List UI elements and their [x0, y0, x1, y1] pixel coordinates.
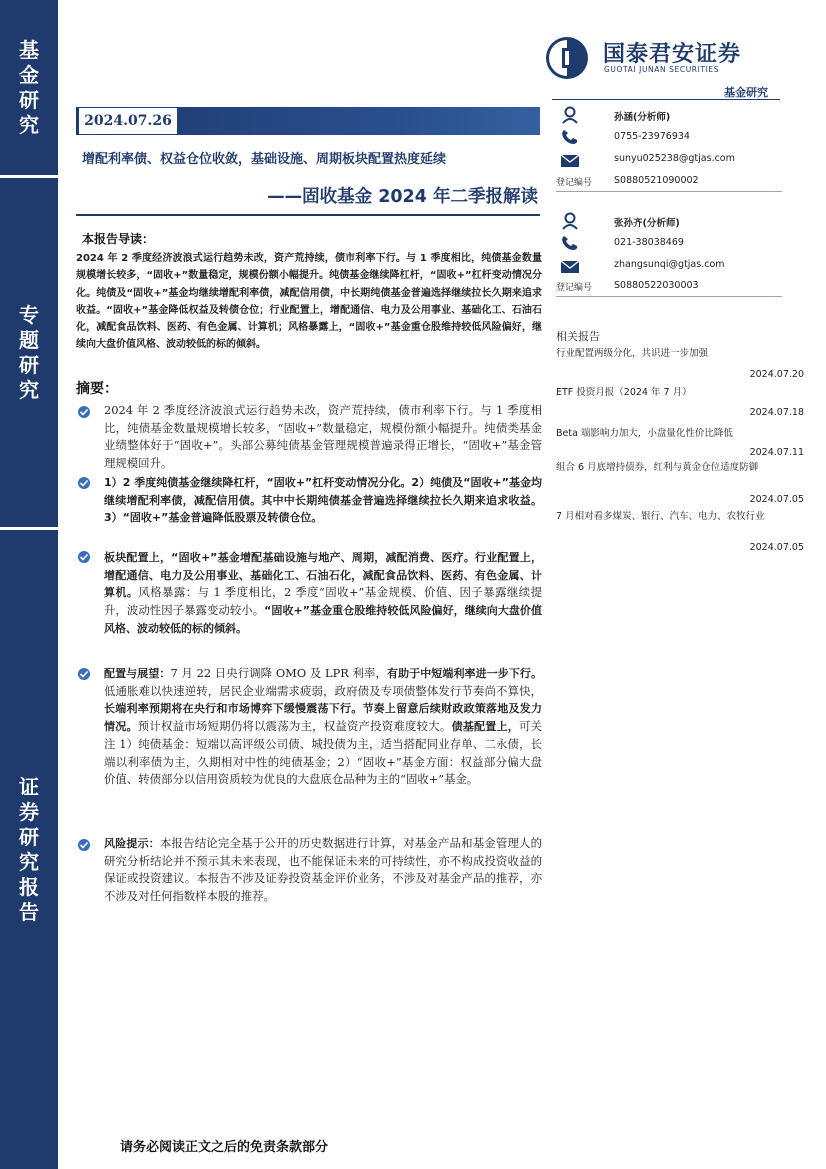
abstract-paragraph-2 [104, 474, 542, 527]
related-item-title[interactable]: ETF 投资月报（2024 年 7 月） [556, 387, 692, 398]
sidebar-char: 报 [19, 874, 39, 899]
sidebar-char: 金 [19, 62, 39, 87]
analyst-email: zhangsunqi@gtjas.com [614, 259, 725, 270]
phone-icon [559, 128, 581, 146]
analyst-card-2 [556, 212, 786, 296]
abstract-heading: 摘要： [76, 381, 118, 397]
header-category: 基金研究 [724, 86, 768, 99]
analyst-reg-label: 登记编号 [556, 178, 593, 188]
sidebar-section-special-research [0, 178, 58, 527]
p4-bold-g: 债基配置上， [451, 720, 519, 734]
abstract-paragraph-5 [104, 835, 542, 906]
p4-bold-c: 有助于中短端利率进一步下行。 [386, 667, 543, 680]
sidebar-char: 题 [19, 327, 39, 352]
analyst-divider [556, 191, 782, 192]
sidebar-char: 究 [19, 112, 39, 137]
analyst-name: 张孙齐(分析师) [614, 218, 680, 229]
sidebar-char: 券 [19, 799, 39, 824]
p3-bold-a: 板块配置上，“固收+”基金增配基础设施与地产、周期，减配消费、医疗。行业配置上，增配通信、电力及公用事业、基础化工、石油石化，减配食品饮料、医药、有色金属、计算机。 [104, 551, 542, 600]
sidebar-char: 研 [19, 352, 39, 377]
related-item-date: 2024.07.18 [749, 407, 804, 418]
p4-bold-e: 长端利率预期将在央行和市场博弈下缓慢震荡下行。节奏上留意后续财政政策落地及发力情况。 [104, 702, 542, 734]
sidebar-char: 告 [19, 899, 39, 924]
related-item-date: 2024.07.11 [749, 447, 804, 458]
sidebar-section-fund-research [0, 0, 58, 175]
related-item-title[interactable]: Beta 端影响力加大，小盘量化性价比降低 [556, 428, 733, 439]
p3-text-b: 风格暴露：与 1 季度相比，2 季度“固收+”基金规模、价值、因子暴露继续提升，波动性因子暴露变动较小。 [104, 585, 542, 618]
abstract-paragraph-3 [104, 549, 542, 638]
related-item-title[interactable]: 组合 6 月底增持债券，红利与黄金仓位适度防御 [556, 462, 759, 473]
analyst-reg-no: S0880522030003 [614, 280, 699, 291]
abstract-paragraph-4 [104, 665, 542, 789]
related-item-title[interactable]: 7 月相对看多煤炭、银行、汽车、电力、农牧行业 [556, 511, 765, 522]
p4-text-d: 低通胀难以快速逆转，居民企业端需求疲弱，政府债及专项债整体发行节奏尚不算快， [104, 683, 542, 698]
person-icon [559, 212, 581, 230]
analyst-divider [556, 296, 782, 297]
bullet-icon [77, 550, 91, 564]
sidebar-char: 研 [19, 87, 39, 112]
p3-bold-c: “固收+”基金重仓股维持较低风险偏好，继续向大盘价值风格、波动较低的标的倾斜。 [104, 604, 542, 635]
guide-text: 2024 年 2 季度经济波浪式运行趋势未改，资产荒持续，债市利率下行。与 1 季度相比，纯债基金数量规模增长较多，“固收+”数量稳定，规模份额小幅提升。纯债基金继续降杠杆，“固收+”杠杆变动情况分化。纯债及“固收+”基金均继续增配利率债，减配信用债，中长期纯债基金普遍选择继续拉长久期来追求收益。“固收+”基金降低权益及转债仓位；行业配置上，增配通信、电力及公用事业、基础化工、石油石化，减配食品饮料、医药、有色金属、计算机；风格暴露上，“固收+”基金重仓股维持较低风险偏好，继续向大盘价值风格、波动较低的标的倾斜。 [76, 253, 542, 351]
title-divider [76, 214, 540, 216]
logo-en: GUOTAI JUNAN SECURITIES [604, 65, 720, 74]
sidebar-char: 基 [19, 37, 39, 62]
bullet-icon [77, 405, 91, 419]
analyst-email: sunyu025238@gtjas.com [614, 153, 735, 164]
report-title: ——固收基金 2024 年二季报解读 [267, 187, 538, 207]
company-logo [543, 36, 783, 80]
p5-text-b: 本报告结论完全基于公开的历史数据进行计算，对基金产品和基金管理人的研究分析结论并不预示其未来表现，也不能保证未来的可持续性，亦不构成投资收益的保证或投资建议。本报告不涉及证券投资基金评价业务，不涉及对基金产品的推荐，亦不涉及对任何指数样本股的推荐。 [104, 836, 542, 904]
report-subtitle: 增配利率债、权益仓位收敛，基础设施、周期板块配置热度延续 [82, 152, 447, 167]
guide-heading: 本报告导读： [82, 232, 155, 246]
analyst-reg-label: 登记编号 [556, 283, 593, 293]
p4-bold-a: 配置与展望： [104, 667, 171, 680]
related-item-date: 2024.07.20 [749, 369, 804, 380]
email-icon [559, 258, 581, 276]
analyst-phone: 021-38038469 [614, 237, 684, 248]
analyst-card-1 [556, 106, 786, 190]
p4-text-f: 预计权益市场短期仍将以震荡为主，权益资产投资难度较大。 [137, 719, 452, 734]
analyst-name: 孙涵(分析师) [614, 112, 671, 123]
sidebar-char: 究 [19, 377, 39, 402]
p2-bold: 1）2 季度纯债基金继续降杠杆，“固收+”杠杆变动情况分化。2）纯债及“固收+”基金均继续增配利率债，减配信用债。其中中长期纯债基金普遍选择继续拉长久期来追求收益。3）“固收+”基金普遍降低股票及转债仓位。 [104, 476, 542, 525]
related-item-date: 2024.07.05 [749, 494, 804, 505]
p4-text-h: 可关注 1）纯债基金：短端以高评级公司债、城投债为主，适当搭配同业存单、二永债，长端以利率债为主，久期相对中性的纯债基金；2）“固收+”基金方面：权益部分偏大盘价值、转债部分以信用资质较为优良的大盘底仓品种为主的“固收+”基金。 [104, 719, 542, 787]
sidebar-section-securities-report [0, 530, 58, 1169]
phone-icon [559, 234, 581, 252]
sidebar-char: 究 [19, 849, 39, 874]
related-item-date: 2024.07.05 [749, 542, 804, 553]
sidebar-char: 专 [19, 302, 39, 327]
related-item-title[interactable]: 行业配置两级分化，共识进一步加强 [556, 348, 709, 359]
header-divider [552, 99, 780, 100]
sidebar-char: 证 [19, 774, 39, 799]
person-icon [559, 106, 581, 124]
analyst-reg-no: S0880521090002 [614, 175, 699, 186]
report-date: 2024.07.26 [79, 108, 177, 134]
email-icon [559, 152, 581, 170]
p4-text-b: 7 月 22 日央行调降 OMO 及 LPR 利率， [170, 666, 387, 680]
abstract-paragraph-1: 2024 年 2 季度经济波浪式运行趋势未改，资产荒持续，债市利率下行。与 1 季度相比，纯债基金数量规模增长较多，“固收+”数量稳定，规模份额小幅提升。纯债类基金业绩整体好于“固收+”。头部公募纯债基金管理规模普遍录得正增长，“固收+”基金管理规模回升。 [104, 403, 542, 471]
bullet-icon [77, 838, 91, 852]
logo-mark-icon [543, 36, 597, 80]
p5-bold-a: 风险提示： [104, 837, 160, 850]
bullet-icon [77, 476, 91, 490]
analyst-phone: 0755-23976934 [614, 131, 690, 142]
sidebar-char: 研 [19, 824, 39, 849]
related-heading: 相关报告 [556, 330, 600, 343]
bullet-icon [77, 667, 91, 681]
disclaimer-note: 请务必阅读正文之后的免责条款部分 [120, 1140, 329, 1155]
logo-cn: 国泰君安证券 [603, 42, 742, 67]
